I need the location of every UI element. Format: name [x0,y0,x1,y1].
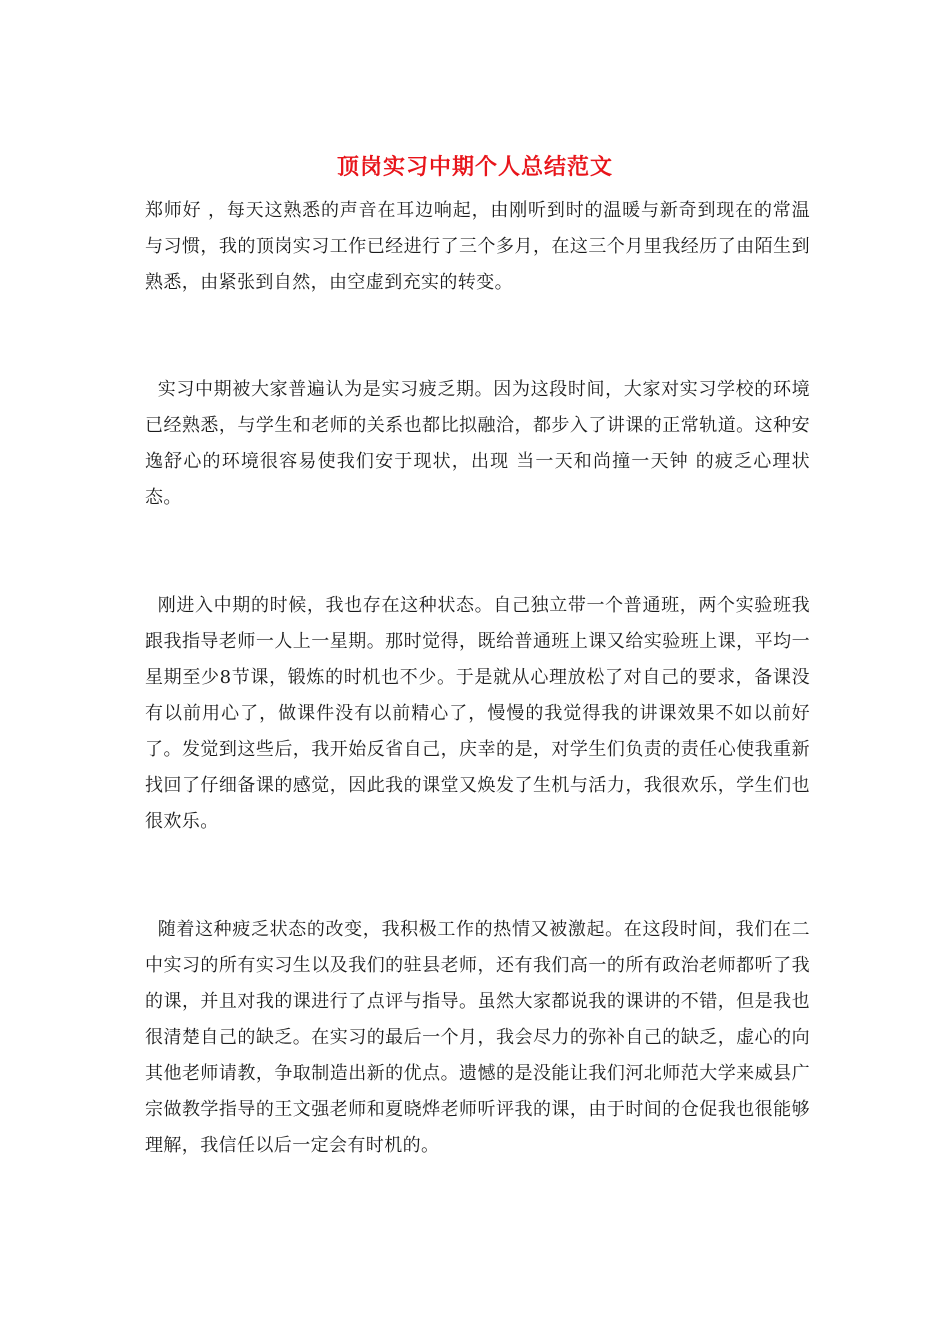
paragraph-4: 随着这种疲乏状态的改变，我积极工作的热情又被激起。在这段时间，我们在二中实习的所有实习生以及我们的驻县老师，还有我们高一的所有政治老师都听了我的课，并且对我的课进行了点评与指导。虽然大家都说我的课讲的不错，但是我也很清楚自己的缺乏。在实习的最后一个月，我会尽力的弥补自己的缺乏，虚心的向其他老师请教，争取制造出新的优点。遗憾的是没能让我们河北师范大学来威县广宗做教学指导的王文强老师和夏晓烨老师听评我的课，由于时间的仓促我也很能够理解，我信任以后一定会有时机的。 [145,919,810,1156]
paragraph-3: 刚进入中期的时候，我也存在这种状态。自己独立带一个普通班，两个实验班我跟我指导老师一人上一星期。那时觉得，既给普通班上课又给实验班上课，平均一星期至少8节课，锻炼的时机也不少。于是就从心理放松了对自己的要求，备课没有以前用心了，做课件没有以前精心了，慢慢的我觉得我的讲课效果不如以前好了。发觉到这些后，我开始反省自己，庆幸的是，对学生们负责的责任心使我重新找回了仔细备课的感觉，因此我的课堂又焕发了生机与活力，我很欢乐，学生们也很欢乐。 [145,595,810,832]
document-title: 顶岗实习中期个人总结范文 [336,155,613,180]
paragraph-2: 实习中期被大家普遍认为是实习疲乏期。因为这段时间，大家对实习学校的环境已经熟悉，与学生和老师的关系也都比拟融洽，都步入了讲课的正常轨道。这种安逸舒心的环境很容易使我们安于现状，出现 当一天和尚撞一天钟 的疲乏心理状态。 [145,379,810,508]
paragraph-1: 郑师好 ，每天这熟悉的声音在耳边响起，由刚听到时的温暖与新奇到现在的常温与习惯，我的顶岗实习工作已经进行了三个多月，在这三个月里我经历了由陌生到熟悉，由紧张到自然，由空虚到充实的转变。 [145,200,810,293]
